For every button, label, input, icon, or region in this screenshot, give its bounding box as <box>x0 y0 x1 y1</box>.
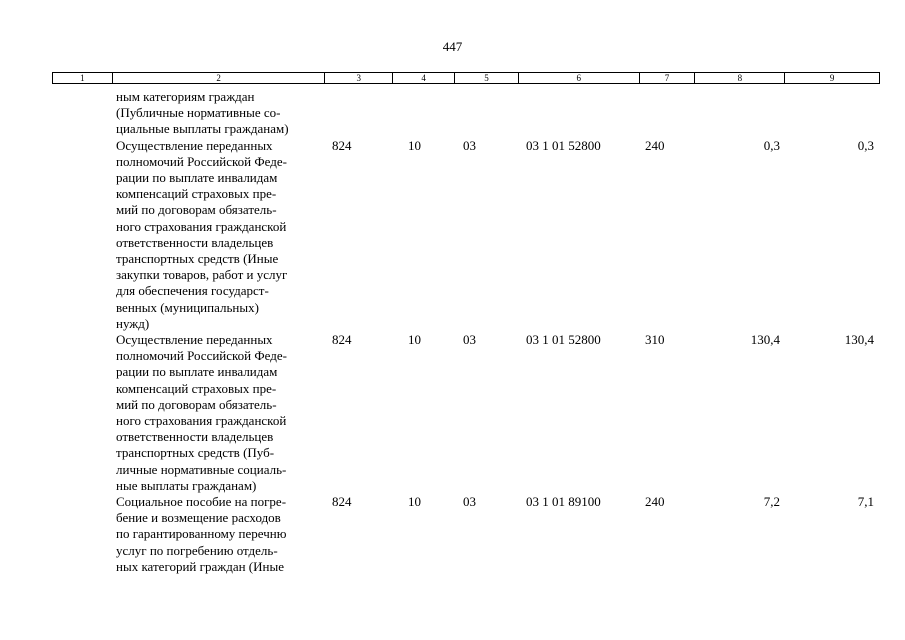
table-row <box>52 332 880 494</box>
table-row <box>52 494 880 575</box>
cell-col-3: 824 <box>332 137 352 153</box>
description-line: для обеспечения государст- <box>116 283 269 299</box>
cell-description <box>112 89 325 138</box>
cell-col-6: 03 1 01 89100 <box>526 494 601 510</box>
column-header-8: 8 <box>695 73 785 83</box>
column-header-6: 6 <box>519 73 640 83</box>
cell-col-5: 03 <box>463 332 476 348</box>
description-line: транспортных средств (Пуб- <box>116 445 275 461</box>
description-line: компенсаций страховых пре- <box>116 380 277 396</box>
description-line: ным категориям граждан <box>116 89 255 104</box>
cell-col-6: 03 1 01 52800 <box>526 137 601 153</box>
cell-col-1 <box>52 138 112 332</box>
cell-col-8: 130,4 <box>750 332 780 348</box>
description-line: нужд) <box>116 315 150 331</box>
column-header-9: 9 <box>829 73 835 83</box>
cell-col-5 <box>455 89 519 138</box>
cell-col-6: 03 1 01 52800 <box>526 332 601 348</box>
cell-col-4: 10 <box>408 494 421 510</box>
cell-col-4 <box>393 89 455 138</box>
cell-col-1 <box>52 89 112 138</box>
cell-description <box>112 138 325 332</box>
table-row <box>52 89 880 138</box>
description-line: ные выплаты гражданам) <box>116 477 257 493</box>
column-header-1: 1 <box>53 73 113 83</box>
description-line: ответственности владельцев <box>116 234 274 250</box>
description-line: ных категорий граждан (Иные <box>116 558 284 574</box>
description-line: закупки товаров, работ и услуг <box>116 267 288 283</box>
table-header-row <box>52 72 880 84</box>
cell-col-9: 0,3 <box>857 137 874 153</box>
cell-description <box>112 332 325 494</box>
description-line: Осуществление переданных <box>116 332 273 348</box>
cell-col-7: 240 <box>645 137 665 153</box>
table-body <box>52 89 880 575</box>
description-line: транспортных средств (Иные <box>116 251 279 267</box>
cell-col-9: 7,1 <box>857 494 874 510</box>
cell-col-7: 310 <box>645 332 665 348</box>
cell-col-8 <box>696 89 786 138</box>
description-line: мий по договорам обязатель- <box>116 202 277 218</box>
description-line: личные нормативные социаль- <box>116 461 287 477</box>
column-header-5: 5 <box>455 73 519 83</box>
cell-description <box>112 494 325 575</box>
table-row <box>52 138 880 332</box>
description-line: услуг по погребению отдель- <box>116 542 278 558</box>
cell-col-3: 824 <box>332 332 352 348</box>
description-line: (Публичные нормативные со- <box>116 105 281 121</box>
description-line: рации по выплате инвалидам <box>116 364 278 380</box>
cell-col-1 <box>52 494 112 575</box>
cell-col-4: 10 <box>408 137 421 153</box>
description-line: Осуществление переданных <box>116 137 273 153</box>
description-line: ного страхования гражданской <box>116 218 287 234</box>
cell-col-8: 7,2 <box>763 494 780 510</box>
cell-col-4: 10 <box>408 332 421 348</box>
description-line: ответственности владельцев <box>116 429 274 445</box>
description-line: мий по договорам обязатель- <box>116 396 277 412</box>
cell-col-6 <box>519 89 640 138</box>
column-header-4: 4 <box>393 73 455 83</box>
cell-col-9 <box>786 89 880 138</box>
description-line: ного страхования гражданской <box>116 413 287 429</box>
description-line: полномочий Российской Феде- <box>116 153 287 169</box>
page-number: 447 <box>442 39 463 54</box>
description-line: циальные выплаты гражданам) <box>116 121 289 137</box>
cell-col-5: 03 <box>463 137 476 153</box>
cell-col-5: 03 <box>463 494 476 510</box>
description-line: Социальное пособие на погре- <box>116 494 287 510</box>
column-header-7: 7 <box>640 73 696 83</box>
cell-col-3 <box>325 89 393 138</box>
description-line: рации по выплате инвалидам <box>116 170 278 186</box>
description-line: компенсаций страховых пре- <box>116 186 277 202</box>
column-header-2: 2 <box>113 73 325 83</box>
description-line: венных (муниципальных) <box>116 299 259 315</box>
cell-col-7 <box>640 89 696 138</box>
description-line: по гарантированному перечню <box>116 526 287 542</box>
cell-col-1 <box>52 332 112 494</box>
cell-col-8: 0,3 <box>763 137 780 153</box>
cell-col-3: 824 <box>332 494 352 510</box>
cell-col-7: 240 <box>645 494 665 510</box>
description-line: полномочий Российской Феде- <box>116 348 287 364</box>
description-line: бение и возмещение расходов <box>116 510 281 526</box>
column-header-3: 3 <box>325 73 393 83</box>
cell-col-9: 130,4 <box>844 332 874 348</box>
